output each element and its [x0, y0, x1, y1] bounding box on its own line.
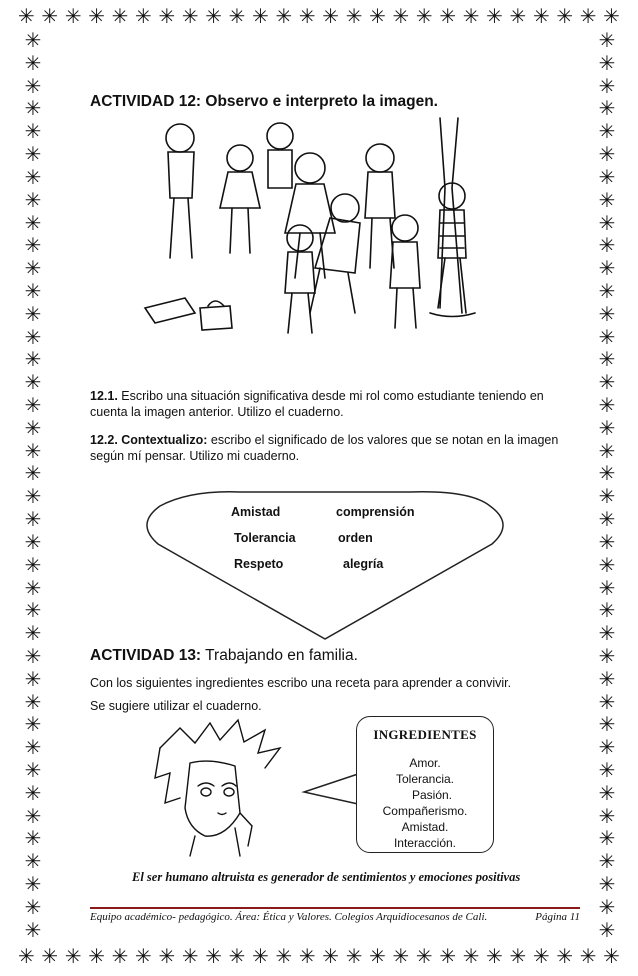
border-asterisk-icon: ✳ [41, 4, 59, 28]
item-12-2-text: escribo el significado de los valores que se notan en la imagen según mí pensar. Utilizo mi cuaderno. [90, 433, 559, 463]
ingredient-item: Amistad. [401, 820, 449, 834]
border-asterisk-icon: ✳ [598, 324, 616, 349]
border-asterisk-icon: ✳ [486, 4, 503, 28]
border-asterisk-icon: ✳ [486, 944, 503, 968]
border-asterisk-icon: ✳ [298, 944, 316, 968]
border-asterisk-icon: ✳ [598, 643, 616, 668]
border-asterisk-icon: ✳ [24, 484, 42, 509]
border-asterisk-icon: ✳ [228, 944, 246, 968]
ingredients-list [357, 755, 493, 851]
border-asterisk-icon: ✳ [24, 210, 42, 235]
children-playing-illustration [140, 108, 490, 348]
border-asterisk-icon: ✳ [598, 142, 616, 167]
border-asterisk-icon: ✳ [228, 4, 246, 28]
border-asterisk-icon: ✳ [24, 735, 42, 760]
value-comprension: comprensión [336, 505, 415, 519]
border-asterisk-icon: ✳ [158, 4, 176, 28]
border-asterisk-icon: ✳ [598, 917, 616, 942]
activity-13-line-2: Se sugiere utilizar el cuaderno. [90, 699, 262, 713]
character-illustration [140, 718, 310, 858]
border-asterisk-icon: ✳ [252, 4, 269, 28]
border-asterisk-icon: ✳ [24, 666, 42, 691]
border-asterisk-icon: ✳ [603, 4, 620, 28]
item-12-1 [90, 388, 560, 420]
heart-shape [140, 484, 510, 644]
border-asterisk-icon: ✳ [24, 894, 42, 919]
border-asterisk-icon: ✳ [205, 4, 223, 28]
altruism-quote: El ser humano altruista es generador de sentimientos y emociones positivas [132, 870, 521, 884]
border-asterisk-icon: ✳ [598, 187, 616, 212]
border-asterisk-icon: ✳ [509, 4, 527, 28]
activity-13-title-bold: ACTIVIDAD 13: [90, 647, 202, 664]
border-asterisk-icon: ✳ [598, 233, 616, 258]
border-asterisk-icon: ✳ [24, 552, 42, 577]
border-asterisk-icon: ✳ [24, 849, 42, 874]
border-asterisk-icon: ✳ [298, 4, 316, 28]
border-asterisk-icon: ✳ [462, 944, 480, 968]
border-asterisk-icon: ✳ [18, 944, 35, 968]
border-asterisk-icon: ✳ [24, 301, 42, 326]
border-asterisk-icon: ✳ [598, 461, 616, 486]
border-asterisk-icon: ✳ [111, 4, 129, 28]
ingredient-item: Amor. [409, 756, 441, 770]
border-asterisk-icon: ✳ [598, 28, 616, 52]
border-asterisk-icon: ✳ [509, 944, 527, 968]
border-asterisk-icon: ✳ [41, 944, 59, 968]
border-asterisk-icon: ✳ [598, 415, 616, 440]
border-asterisk-icon: ✳ [598, 96, 616, 121]
value-amistad: Amistad [231, 505, 281, 519]
border-asterisk-icon: ✳ [24, 917, 42, 942]
border-asterisk-icon: ✳ [205, 944, 223, 968]
border-asterisk-icon: ✳ [24, 233, 42, 258]
border-asterisk-icon: ✳ [181, 4, 199, 28]
border-asterisk-icon: ✳ [598, 164, 616, 189]
border-asterisk-icon: ✳ [598, 210, 616, 235]
border-asterisk-icon: ✳ [88, 944, 105, 968]
border-asterisk-icon: ✳ [24, 278, 42, 303]
border-asterisk-icon: ✳ [598, 735, 616, 760]
item-12-2 [90, 432, 560, 464]
border-asterisk-icon: ✳ [598, 666, 616, 691]
border-asterisk-icon: ✳ [598, 50, 616, 75]
border-asterisk-icon: ✳ [64, 4, 82, 28]
border-asterisk-icon: ✳ [598, 712, 616, 737]
page-number: Página 11 [535, 911, 580, 923]
ingredient-item: Pasión. [411, 788, 453, 802]
border-asterisk-icon: ✳ [24, 689, 42, 714]
border-asterisk-icon: ✳ [24, 780, 42, 805]
footer-divider [90, 907, 580, 909]
border-asterisk-icon: ✳ [322, 4, 340, 28]
border-asterisk-icon: ✳ [24, 96, 42, 121]
border-asterisk-icon: ✳ [598, 507, 616, 532]
border-asterisk-icon: ✳ [24, 187, 42, 212]
border-asterisk-icon: ✳ [556, 4, 574, 28]
border-asterisk-icon: ✳ [24, 826, 42, 851]
border-asterisk-icon: ✳ [598, 347, 616, 372]
border-asterisk-icon: ✳ [598, 73, 616, 98]
border-asterisk-icon: ✳ [603, 944, 620, 968]
border-asterisk-icon: ✳ [556, 944, 574, 968]
border-asterisk-icon: ✳ [24, 643, 42, 668]
item-12-1-text: Escribo una situación significativa desde mi rol como estudiante teniendo en cuenta la imagen anterior. Utilizo el cuaderno. [90, 389, 544, 419]
border-asterisk-icon: ✳ [24, 621, 42, 646]
border-asterisk-icon: ✳ [111, 944, 129, 968]
border-asterisk-icon: ✳ [24, 598, 42, 623]
border-asterisk-icon: ✳ [24, 529, 42, 554]
border-asterisk-icon: ✳ [24, 370, 42, 395]
border-asterisk-icon: ✳ [345, 4, 363, 28]
border-asterisk-icon: ✳ [24, 438, 42, 463]
border-asterisk-icon: ✳ [24, 758, 42, 782]
border-asterisk-icon: ✳ [598, 826, 616, 851]
ingredients-title: INGREDIENTES [373, 727, 477, 742]
border-asterisk-icon: ✳ [181, 944, 199, 968]
footer-text: Equipo académico- pedagógico. Área: Ética y Valores. Colegios Arquidiocesanos de Cali. [90, 911, 488, 923]
border-asterisk-icon: ✳ [24, 256, 42, 281]
border-asterisk-icon: ✳ [24, 803, 42, 828]
ingredient-item: Interacción. [393, 836, 457, 850]
activity-13-title-rest: Trabajando en familia. [205, 647, 358, 664]
border-asterisk-icon: ✳ [24, 50, 42, 75]
border-asterisk-icon: ✳ [369, 4, 386, 28]
left-border [20, 30, 46, 940]
item-12-2-label: 12.2. Contextualizo: [90, 433, 208, 447]
border-asterisk-icon: ✳ [18, 4, 35, 28]
border-asterisk-icon: ✳ [24, 324, 42, 349]
border-asterisk-icon: ✳ [598, 552, 616, 577]
border-asterisk-icon: ✳ [439, 944, 457, 968]
border-asterisk-icon: ✳ [598, 484, 616, 509]
border-asterisk-icon: ✳ [275, 4, 293, 28]
border-asterisk-icon: ✳ [598, 872, 616, 897]
border-asterisk-icon: ✳ [598, 803, 616, 828]
border-asterisk-icon: ✳ [322, 944, 340, 968]
border-asterisk-icon: ✳ [532, 4, 550, 28]
bottom-border [0, 946, 638, 972]
border-asterisk-icon: ✳ [392, 944, 410, 968]
top-border [0, 6, 638, 32]
border-asterisk-icon: ✳ [24, 142, 42, 167]
border-asterisk-icon: ✳ [598, 780, 616, 805]
value-tolerancia: Tolerancia [234, 531, 296, 545]
border-asterisk-icon: ✳ [24, 73, 42, 98]
border-asterisk-icon: ✳ [598, 621, 616, 646]
border-asterisk-icon: ✳ [64, 944, 82, 968]
border-asterisk-icon: ✳ [24, 712, 42, 737]
activity-13-line-1: Con los siguientes ingredientes escribo una receta para aprender a convivir. [90, 676, 512, 690]
border-asterisk-icon: ✳ [415, 944, 433, 968]
border-asterisk-icon: ✳ [598, 894, 616, 919]
border-asterisk-icon: ✳ [598, 393, 616, 417]
border-asterisk-icon: ✳ [598, 256, 616, 281]
border-asterisk-icon: ✳ [415, 4, 433, 28]
border-asterisk-icon: ✳ [369, 944, 386, 968]
value-respeto: Respeto [234, 557, 284, 571]
ingredients-bubble [356, 716, 494, 853]
border-asterisk-icon: ✳ [24, 507, 42, 532]
border-asterisk-icon: ✳ [24, 415, 42, 440]
border-asterisk-icon: ✳ [532, 944, 550, 968]
border-asterisk-icon: ✳ [598, 438, 616, 463]
border-asterisk-icon: ✳ [88, 4, 105, 28]
footer [90, 911, 580, 923]
activity-12-title: ACTIVIDAD 12: Observo e interpreto la imagen. [90, 93, 438, 110]
border-asterisk-icon: ✳ [24, 872, 42, 897]
border-asterisk-icon: ✳ [275, 944, 293, 968]
activity-13-title [90, 647, 358, 665]
border-asterisk-icon: ✳ [24, 347, 42, 372]
border-asterisk-icon: ✳ [24, 461, 42, 486]
border-asterisk-icon: ✳ [598, 689, 616, 714]
border-asterisk-icon: ✳ [598, 529, 616, 554]
border-asterisk-icon: ✳ [24, 575, 42, 600]
border-asterisk-icon: ✳ [598, 119, 616, 144]
border-asterisk-icon: ✳ [598, 278, 616, 303]
border-asterisk-icon: ✳ [24, 28, 42, 52]
border-asterisk-icon: ✳ [345, 944, 363, 968]
border-asterisk-icon: ✳ [579, 4, 597, 28]
value-alegria: alegría [343, 557, 384, 571]
value-orden: orden [338, 531, 373, 545]
border-asterisk-icon: ✳ [598, 758, 616, 782]
border-asterisk-icon: ✳ [24, 119, 42, 144]
border-asterisk-icon: ✳ [252, 944, 269, 968]
right-border [594, 30, 620, 940]
border-asterisk-icon: ✳ [598, 849, 616, 874]
border-asterisk-icon: ✳ [392, 4, 410, 28]
border-asterisk-icon: ✳ [598, 370, 616, 395]
item-12-1-label: 12.1. [90, 389, 118, 403]
ingredient-item: Compañerismo. [382, 804, 468, 818]
border-asterisk-icon: ✳ [579, 944, 597, 968]
border-asterisk-icon: ✳ [462, 4, 480, 28]
border-asterisk-icon: ✳ [439, 4, 457, 28]
border-asterisk-icon: ✳ [598, 598, 616, 623]
border-asterisk-icon: ✳ [24, 393, 42, 417]
border-asterisk-icon: ✳ [135, 4, 152, 28]
border-asterisk-icon: ✳ [24, 164, 42, 189]
border-asterisk-icon: ✳ [135, 944, 152, 968]
border-asterisk-icon: ✳ [158, 944, 176, 968]
ingredient-item: Tolerancia. [395, 772, 455, 786]
border-asterisk-icon: ✳ [598, 575, 616, 600]
border-asterisk-icon: ✳ [598, 301, 616, 326]
